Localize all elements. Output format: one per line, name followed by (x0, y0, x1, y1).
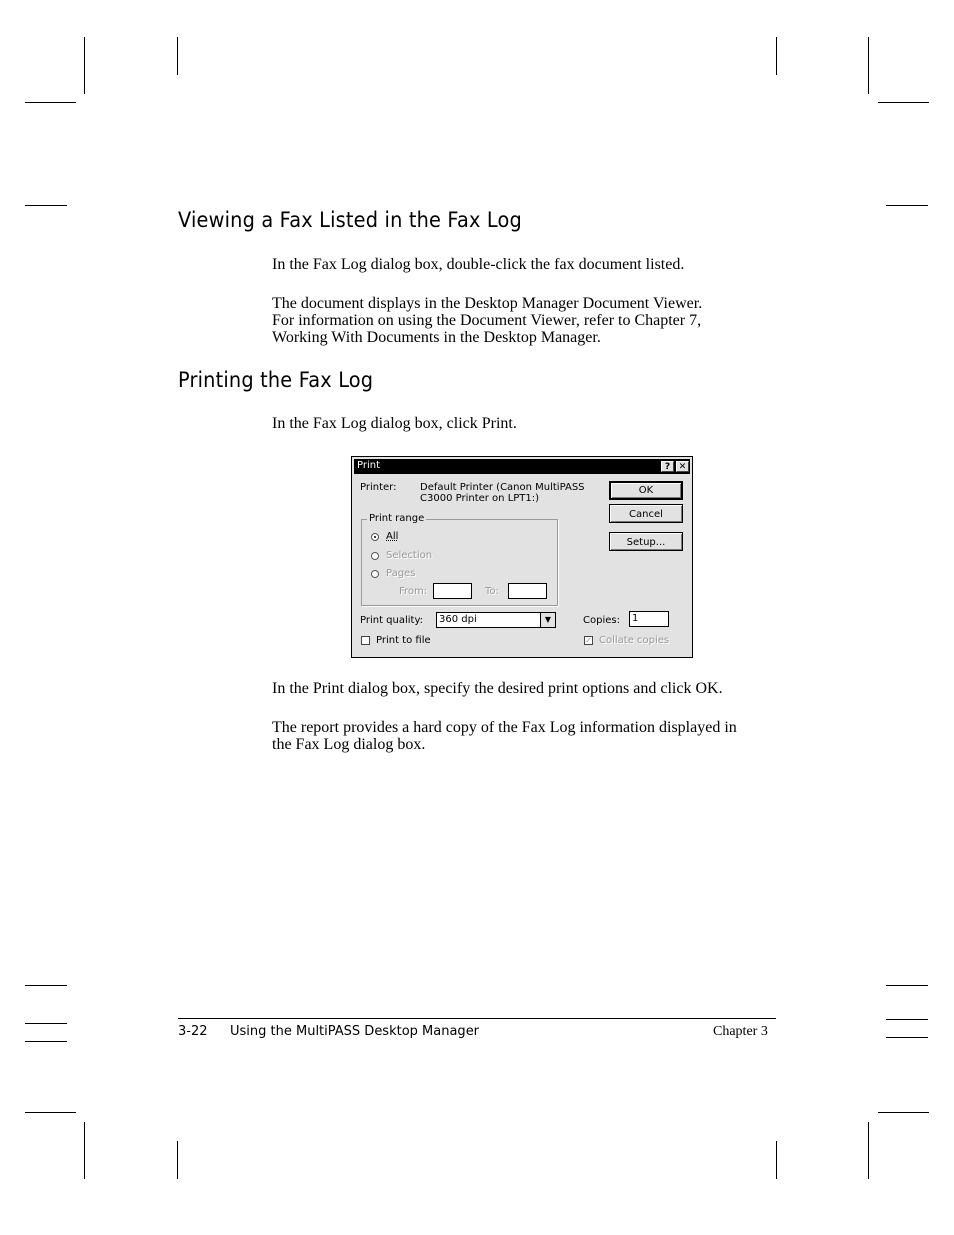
paragraph: In the Print dialog box, specify the desired print options and click OK. (272, 680, 723, 697)
range-selection-radio[interactable] (371, 552, 379, 560)
crop-mark (25, 1112, 76, 1113)
crop-mark (25, 205, 67, 206)
dialog-title: Print (357, 460, 381, 471)
paragraph: The document displays in the Desktop Manager Document Viewer. For information on using the Document Viewer, refer to Chapter 7, Working With Documents in the Desktop Manager. (272, 295, 703, 346)
crop-mark (886, 1019, 928, 1020)
range-selection-label[interactable]: Selection (386, 550, 433, 561)
crop-mark (177, 37, 178, 75)
crop-mark (776, 37, 777, 75)
ok-button[interactable]: OK (609, 481, 683, 500)
collate-copies-checkbox[interactable]: ✓ (585, 636, 592, 645)
copies-label: Copies: (583, 615, 620, 626)
from-field[interactable] (433, 583, 472, 599)
printer-value: C3000 Printer on LPT1:) (420, 493, 540, 504)
dialog-titlebar (354, 459, 690, 474)
footer-rule (178, 1018, 776, 1019)
section-heading-viewing: Viewing a Fax Listed in the Fax Log (178, 208, 522, 232)
print-to-file-label[interactable]: Print to file (376, 635, 431, 646)
paragraph: The report provides a hard copy of the Fax Log information displayed in the Fax Log dialog box. (272, 719, 737, 753)
paragraph: In the Fax Log dialog box, click Print. (272, 415, 517, 432)
cancel-button[interactable]: Cancel (609, 504, 683, 523)
collate-copies-label[interactable]: Collate copies (599, 635, 670, 646)
crop-mark (868, 37, 869, 94)
section-heading-printing: Printing the Fax Log (178, 368, 374, 392)
range-pages-label[interactable]: Pages (386, 568, 416, 579)
page-number: 3-22 (178, 1024, 208, 1039)
crop-mark (25, 1041, 67, 1042)
print-quality-value: 360 dpi (439, 614, 477, 625)
range-pages-radio[interactable] (371, 570, 379, 578)
footer-title: Using the MultiPASS Desktop Manager (230, 1024, 480, 1039)
help-icon[interactable]: ? (661, 461, 674, 472)
crop-mark (868, 1122, 869, 1179)
crop-mark (878, 1112, 929, 1113)
print-quality-select[interactable] (436, 612, 556, 628)
to-field[interactable] (508, 583, 547, 599)
crop-mark (878, 102, 929, 103)
crop-mark (886, 1037, 928, 1038)
crop-mark (776, 1141, 777, 1179)
setup-button[interactable]: Setup... (609, 532, 683, 551)
close-icon[interactable]: ✕ (676, 461, 689, 472)
crop-mark (25, 1023, 67, 1024)
footer-chapter: Chapter 3 (713, 1024, 768, 1039)
crop-mark (886, 205, 928, 206)
chevron-down-icon[interactable]: ▼ (540, 613, 555, 627)
print-dialog (351, 456, 693, 658)
crop-mark (25, 985, 67, 986)
print-range-label: Print range (369, 513, 425, 524)
to-label: To: (485, 586, 499, 597)
crop-mark (886, 985, 928, 986)
from-label: From: (399, 586, 428, 597)
range-all-radio[interactable] (371, 533, 379, 541)
print-range-group (361, 513, 558, 606)
crop-mark (84, 37, 85, 94)
crop-mark (25, 102, 76, 103)
printer-label: Printer: (360, 482, 397, 493)
paragraph: In the Fax Log dialog box, double-click the fax document listed. (272, 256, 685, 273)
print-quality-label: Print quality: (360, 615, 424, 626)
copies-field[interactable]: 1 (629, 611, 669, 627)
range-all-label[interactable]: All (386, 531, 399, 542)
print-to-file-checkbox[interactable] (361, 636, 370, 645)
crop-mark (177, 1141, 178, 1179)
printer-value: Default Printer (Canon MultiPASS (420, 482, 585, 493)
crop-mark (84, 1122, 85, 1179)
